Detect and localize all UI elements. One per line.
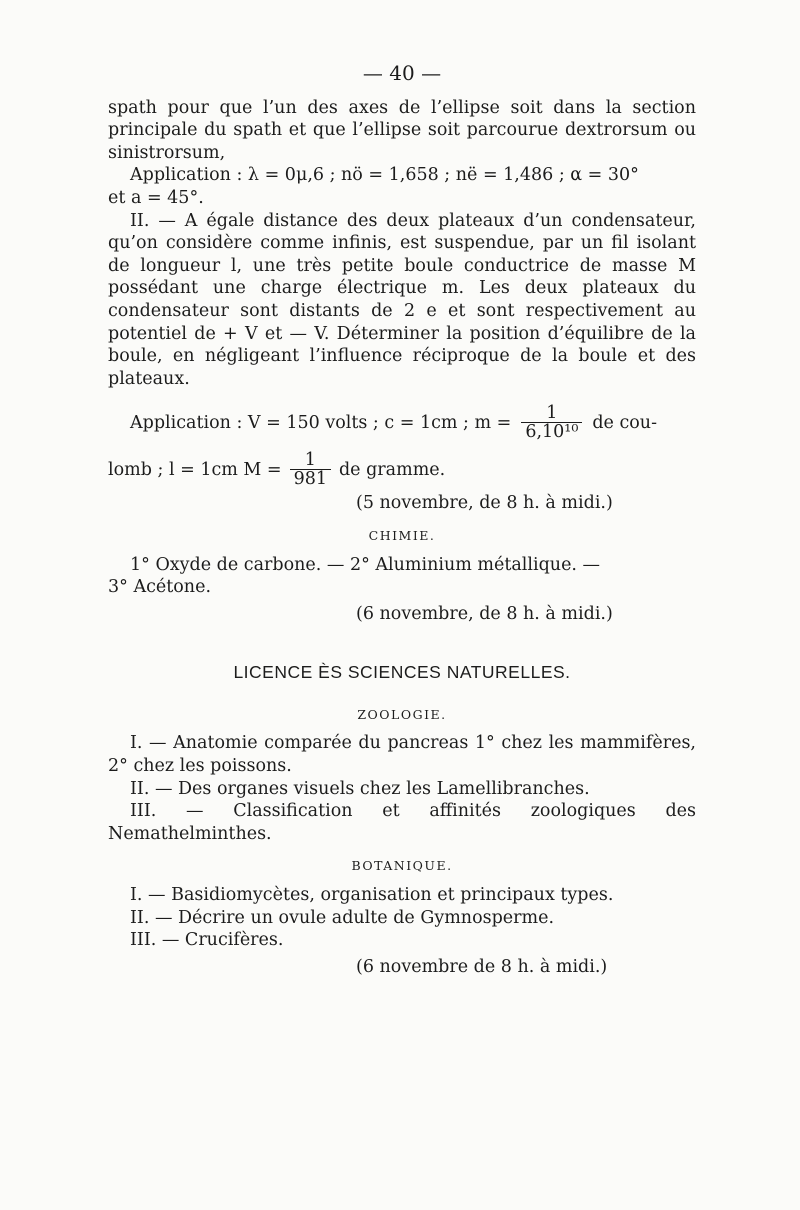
document-page <box>108 62 696 978</box>
zoologie-item-3: III. — Classification et affinités zoologiques des Nemathelminthes. <box>108 801 696 844</box>
application-prefix: Application : V = 150 volts ; c = 1cm ; m = <box>130 412 512 433</box>
botanique-item-1: I. — Basidiomycètes, organisation et principaux types. <box>130 885 614 906</box>
zoologie-heading: ZOOLOGIE. <box>357 706 447 722</box>
zoologie-item-1: I. — Anatomie comparée du pancreas 1° chez les mammifères, 2° chez les poissons. <box>108 733 696 777</box>
application-line2-prefix: lomb ; l = 1cm M = <box>108 459 282 480</box>
chimie-heading: CHIMIE. <box>368 527 436 543</box>
application-optics-line2: et a = 45°. <box>108 187 204 208</box>
exam-date-1: (5 novembre, de 8 h. à midi.) <box>356 493 613 514</box>
problem-condensateur: II. — A égale distance des deux plateaux d’un condensateur, qu’on considère comme infinis, est suspendue, par un fil isolant de longueur l, une très petite boule conductrice de masse M possédant une charge électrique m. Les deux plateaux du condensateur sont distants de 2 e et sont respectivement au potentiel de + V et — V. Déterminer la position d’équilibre de la boule, en négligeant l’influence réciproque de la boule et des plateaux. <box>108 210 696 389</box>
botanique-item-3: III. — Crucifères. <box>130 930 284 951</box>
application-suffix: de cou- <box>592 412 657 433</box>
application-line2-suffix: de gramme. <box>338 459 446 480</box>
paragraph-spath: spath pour que l’un des axes de l’ellipse soit dans la section principale du spath et que l’ellipse soit parcourue dextrorsum ou sinistrorsum, <box>108 97 696 163</box>
application-optics-line1: Application : λ = 0μ,6 ; nö = 1,658 ; në = 1,486 ; α = 30° <box>130 165 639 186</box>
application-condensateur-line2 <box>108 451 696 488</box>
fraction-mass <box>290 451 331 488</box>
exam-date-2: (6 novembre, de 8 h. à midi.) <box>356 603 613 624</box>
botanique-heading: BOTANIQUE. <box>351 858 453 874</box>
chimie-line1: 1° Oxyde de carbone. — 2° Aluminium métallique. — <box>130 554 601 575</box>
page-number: — 40 — <box>362 61 442 85</box>
fraction-numerator: 1 <box>546 403 558 424</box>
botanique-item-2: II. — Décrire un ovule adulte de Gymnosperme. <box>130 907 555 928</box>
fraction-denominator: 6,10¹⁰ <box>521 422 582 441</box>
fraction-charge <box>521 404 582 441</box>
fraction2-denominator: 981 <box>290 469 331 488</box>
exam-date-3: (6 novembre de 8 h. à midi.) <box>356 956 608 977</box>
licence-heading: LICENCE ÈS SCIENCES NATURELLES. <box>233 662 571 683</box>
zoologie-item-2: II. — Des organes visuels chez les Lamellibranches. <box>130 778 590 799</box>
fraction2-numerator: 1 <box>304 450 316 471</box>
application-condensateur <box>130 404 696 441</box>
chimie-line2: 3° Acétone. <box>108 577 212 598</box>
